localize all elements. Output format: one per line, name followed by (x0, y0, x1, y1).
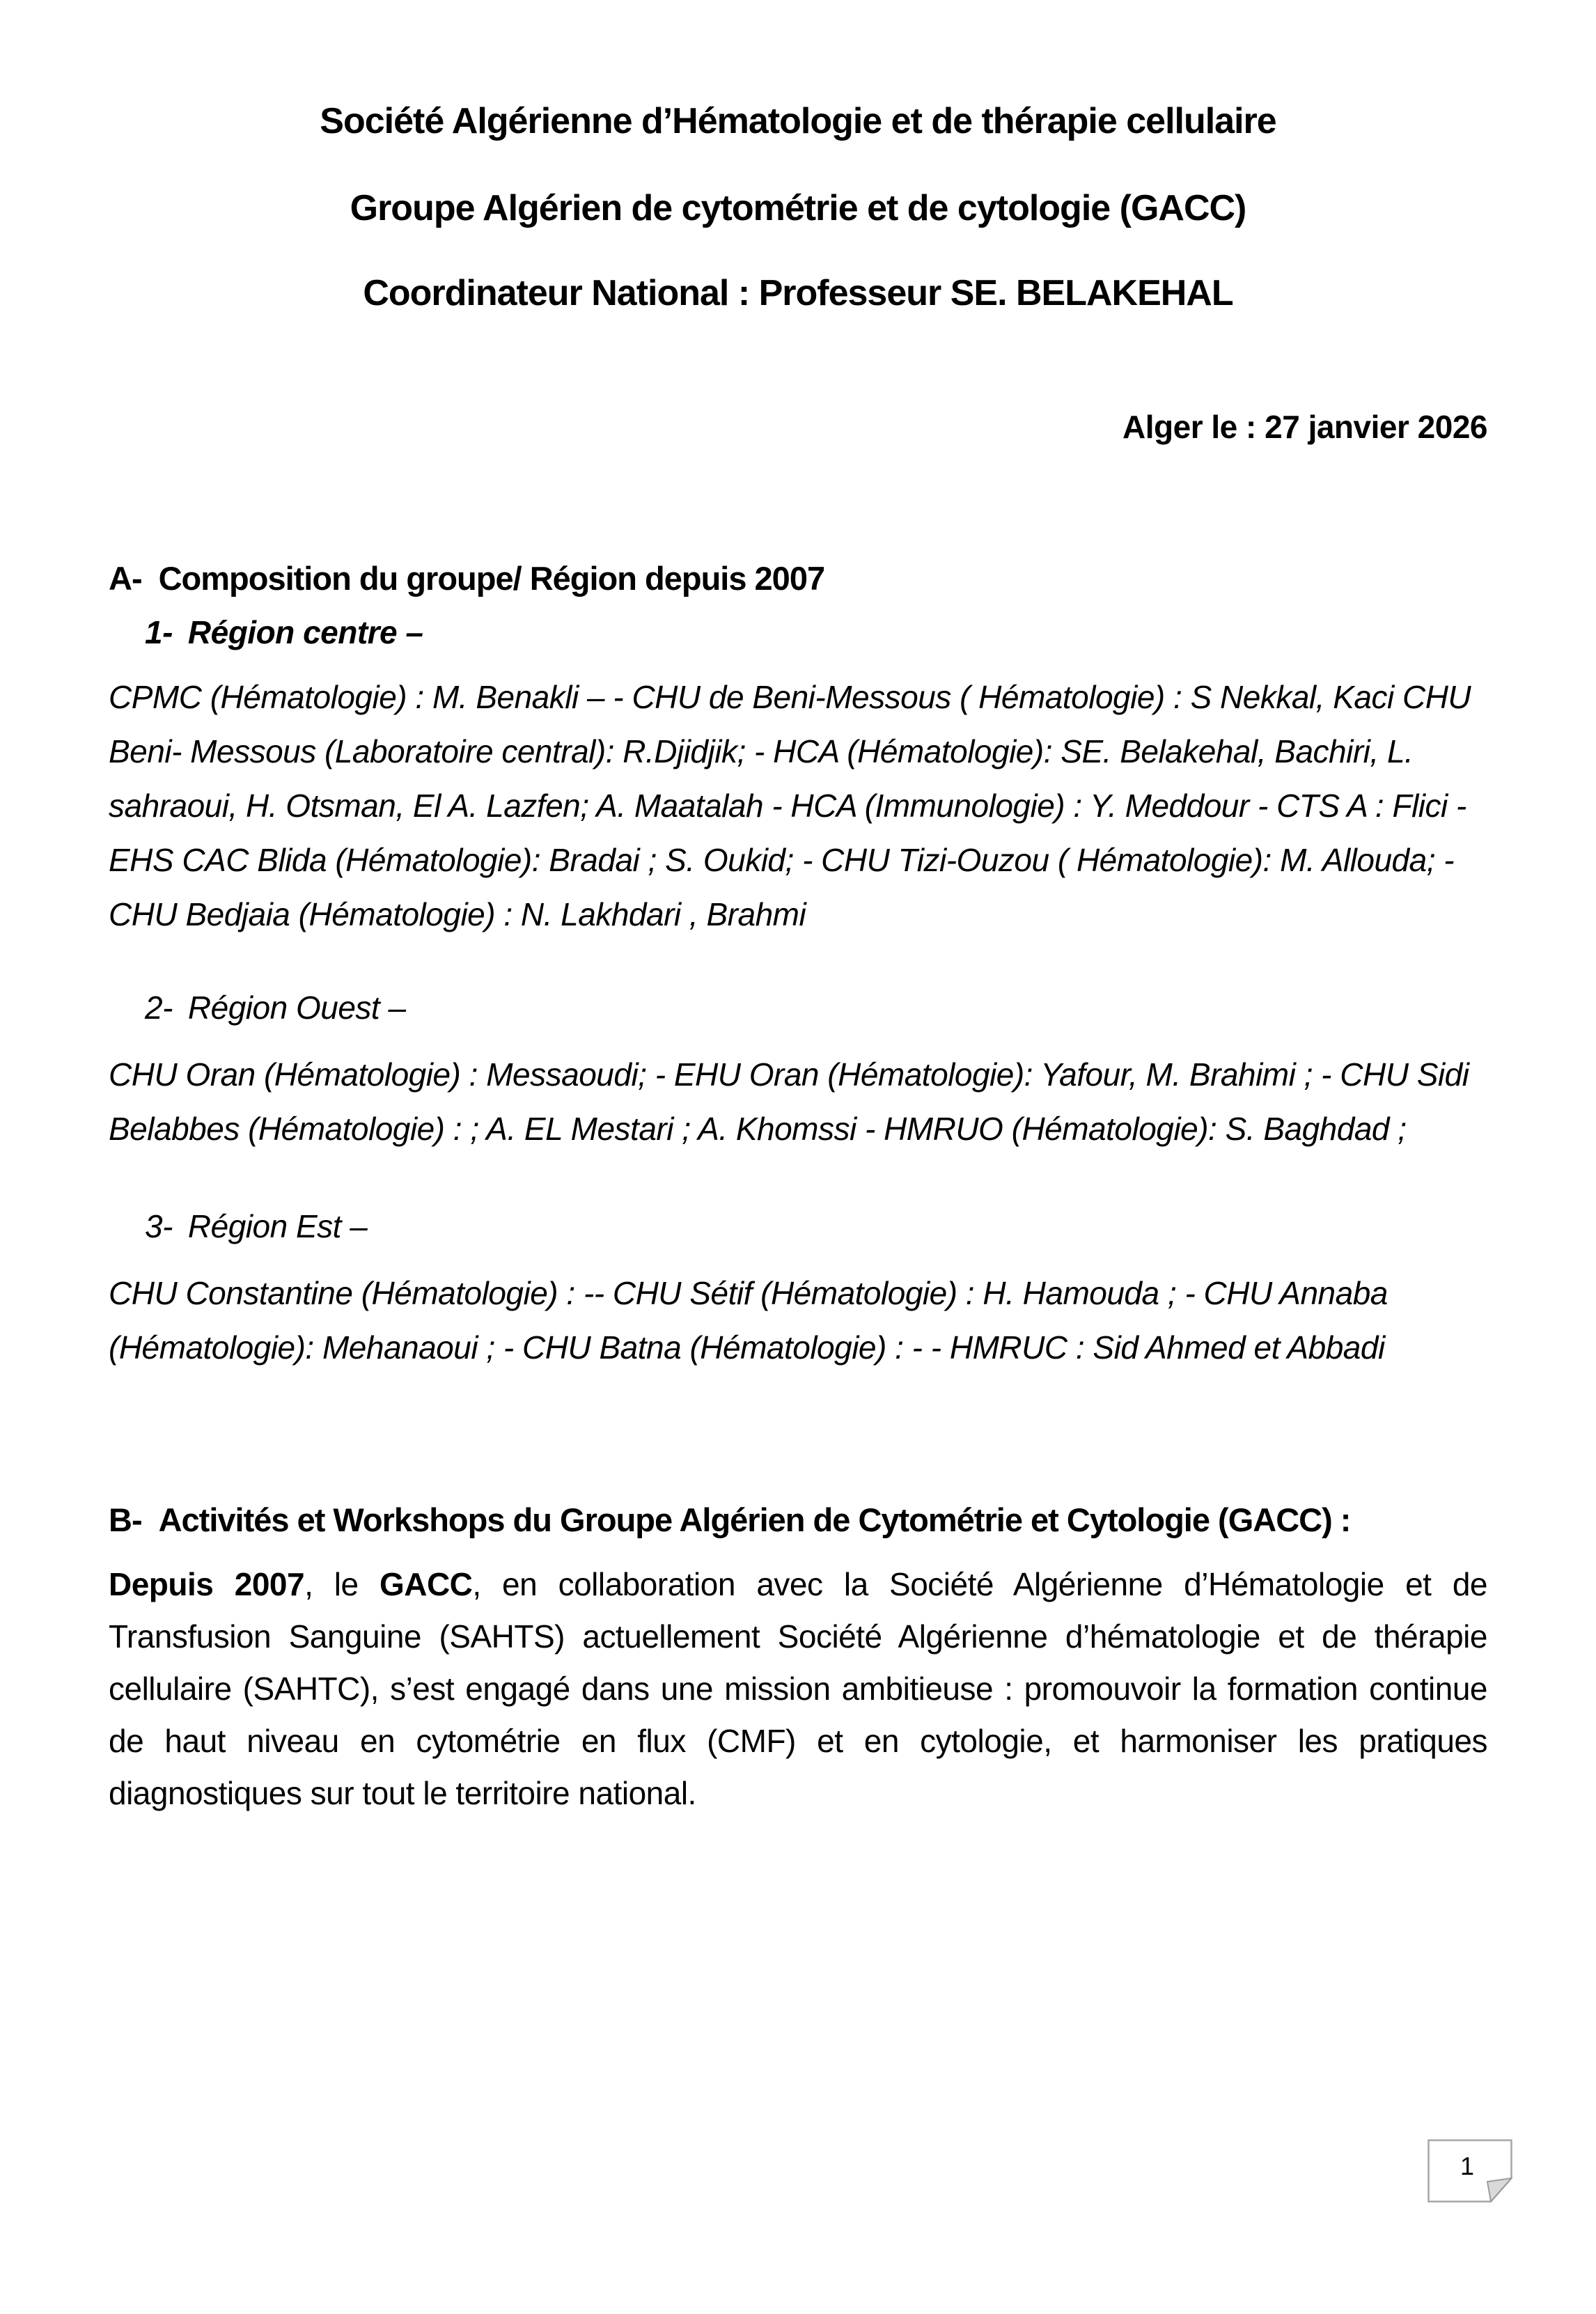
region-3-label: 3- (145, 1208, 173, 1244)
section-b-paragraph-rest: , en collaboration avec la Société Algérienne d’Hématologie et de Transfusion Sanguine (SAHTS) actuellement Société Algérienne d’hématologie et de thérapie cellulaire (SAHTC), s’est engagé dans une mission ambitieuse : promouvoir la formation continue de haut niveau en cytométrie en flux (CMF) et en cytologie, et harmoniser les pratiques diagnostiques sur tout le territoire national. (109, 1566, 1487, 1811)
region-3-members-paragraph: CHU Constantine (Hématologie) : -- CHU Sétif (Hématologie) : H. Hamouda ; - CHU Annaba (Hématologie): Mehanaoui ; - CHU Batna (Hématologie) : - - HMRUC : Sid Ahmed et Abbadi (109, 1275, 1388, 1366)
section-b-paragraph-bold-depuis: Depuis 2007 (109, 1566, 305, 1602)
region-1-members-paragraph: CPMC (Hématologie) : M. Benakli – - CHU de Beni-Messous ( Hématologie) : S Nekkal, Kaci CHU Beni- Messous (Laboratoire central): R.Djidjik; - HCA (Hématologie): SE. Belakehal, Bachiri, L. sahraoui, H. Otsman, El A. Lazfen; A. Maatalah - HCA (Immunologie) : Y. Meddour - CTS A : Flici - EHS CAC Blida (Hématologie): Bradai ; S. Oukid; - CHU Tizi-Ouzou ( Hématologie): M. Allouda; - CHU Bedjaia (Hématologie) : N. Lakhdari , Brahmi (109, 679, 1471, 932)
document-title-line-2: Groupe Algérien de cytométrie et de cytologie (GACC) (350, 188, 1246, 228)
page-number: 1 (1460, 2152, 1475, 2180)
region-2-heading (145, 988, 1487, 1027)
section-a-heading (109, 558, 1487, 599)
region-1-name: Région centre – (187, 614, 423, 650)
page-number-badge (1427, 2139, 1512, 2203)
date-line: Alger le : 27 janvier 2026 (1122, 409, 1487, 445)
section-b-paragraph (109, 1558, 1487, 1820)
section-b-heading-text: Activités et Workshops du Groupe Algérien de Cytométrie et Cytologie (GACC) : (158, 1501, 1351, 1538)
section-b-label: B- (109, 1501, 142, 1538)
region-2-name: Région Ouest – (187, 990, 406, 1026)
section-a-heading-text: Composition du groupe/ Région depuis 2007 (158, 560, 825, 597)
document-title-line-1: Société Algérienne d’Hématologie et de thérapie cellulaire (320, 101, 1276, 141)
region-3-name: Région Est – (187, 1208, 368, 1244)
region-2-members-paragraph: CHU Oran (Hématologie) : Messaoudi; - EHU Oran (Hématologie): Yafour, M. Brahimi ; - CHU Sidi Belabbes (Hématologie) : ; A. EL Mestari ; A. Khomssi - HMRUO (Hématologie): S. Baghdad ; (109, 1056, 1469, 1147)
page-content (109, 0, 1487, 1820)
section-b-heading (109, 1500, 1487, 1540)
document-title-line-3: Coordinateur National : Professeur SE. BELAKEHAL (363, 273, 1233, 313)
section-b-paragraph-bold-gacc: GACC (379, 1566, 473, 1602)
region-3-heading (145, 1207, 1487, 1246)
section-a-label: A- (109, 560, 142, 597)
region-1-heading (145, 613, 1487, 652)
region-2-label: 2- (145, 990, 173, 1026)
section-b-paragraph-sep: , le (304, 1566, 380, 1602)
region-1-label: 1- (145, 614, 173, 650)
